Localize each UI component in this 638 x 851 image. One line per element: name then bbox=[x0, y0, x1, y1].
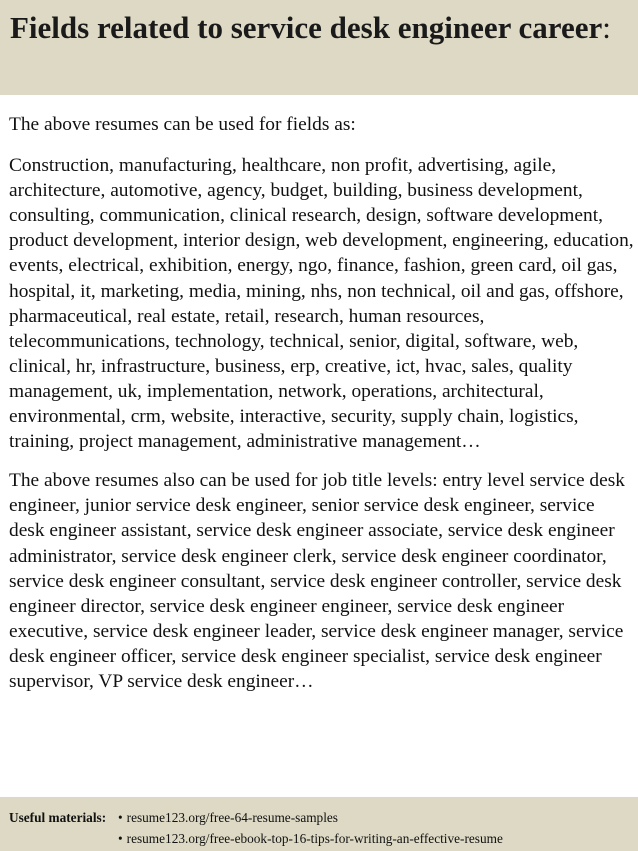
fields-paragraph: Construction, manufacturing, healthcare, non profit, advertising, agile, architecture, automotive, agency, budget, building, business development, consulting, communication, clinical research, design, software development, product development, interior design, web development, engineering, education, events, electrical, exhibition, energy, ngo, finance, fashion, green card, oil gas, hospital, it, marketing, media, mining, nhs, non technical, oil and gas, offshore, pharmaceutical, real estate, retail, research, human resources, telecommunications, technology, technical, senior, digital, software, web, clinical, hr, infrastructure, business, erp, creative, ict, hvac, sales, quality management, uk, implementation, network, operations, architectural, environmental, crm, website, interactive, security, supply chain, logistics, training, project management, administrative management… bbox=[9, 155, 634, 453]
footer-banner bbox=[0, 797, 638, 851]
useful-materials-label bbox=[9, 807, 118, 828]
footer-link-item bbox=[118, 828, 503, 849]
page-title-text: Fields related to service desk engineer career bbox=[10, 10, 603, 45]
footer-row-2 bbox=[9, 828, 638, 849]
footer-link-item bbox=[118, 807, 338, 828]
useful-materials-separator: : bbox=[101, 810, 107, 825]
footer-link-resume-samples[interactable]: resume123.org/free-64-resume-samples bbox=[126, 810, 338, 825]
useful-materials-label-text: Useful materials bbox=[9, 810, 102, 825]
bullet-icon: • bbox=[118, 810, 123, 825]
footer-label-spacer bbox=[9, 828, 118, 849]
footer-link-ebook-tips[interactable]: resume123.org/free-ebook-top-16-tips-for-writing-an-effective-resume bbox=[126, 831, 503, 846]
bullet-icon: • bbox=[118, 831, 123, 846]
page-title bbox=[10, 8, 630, 47]
main-content bbox=[9, 112, 634, 694]
title-banner bbox=[0, 0, 638, 95]
job-levels-paragraph: The above resumes also can be used for job title levels: entry level service desk engineer, junior service desk engineer, senior service desk engineer, service desk engineer assistant, service desk engineer associate, service desk engineer administrator, service desk engineer clerk, service desk engineer coordinator, service desk engineer consultant, service desk engineer controller, service desk engineer director, service desk engineer engineer, service desk engineer executive, service desk engineer leader, service desk engineer manager, service desk engineer officer, service desk engineer specialist, service desk engineer supervisor, VP service desk engineer… bbox=[9, 470, 625, 692]
intro-paragraph: The above resumes can be used for fields as: bbox=[9, 114, 356, 135]
page-title-colon: : bbox=[602, 10, 611, 45]
footer-row-1 bbox=[9, 807, 638, 828]
